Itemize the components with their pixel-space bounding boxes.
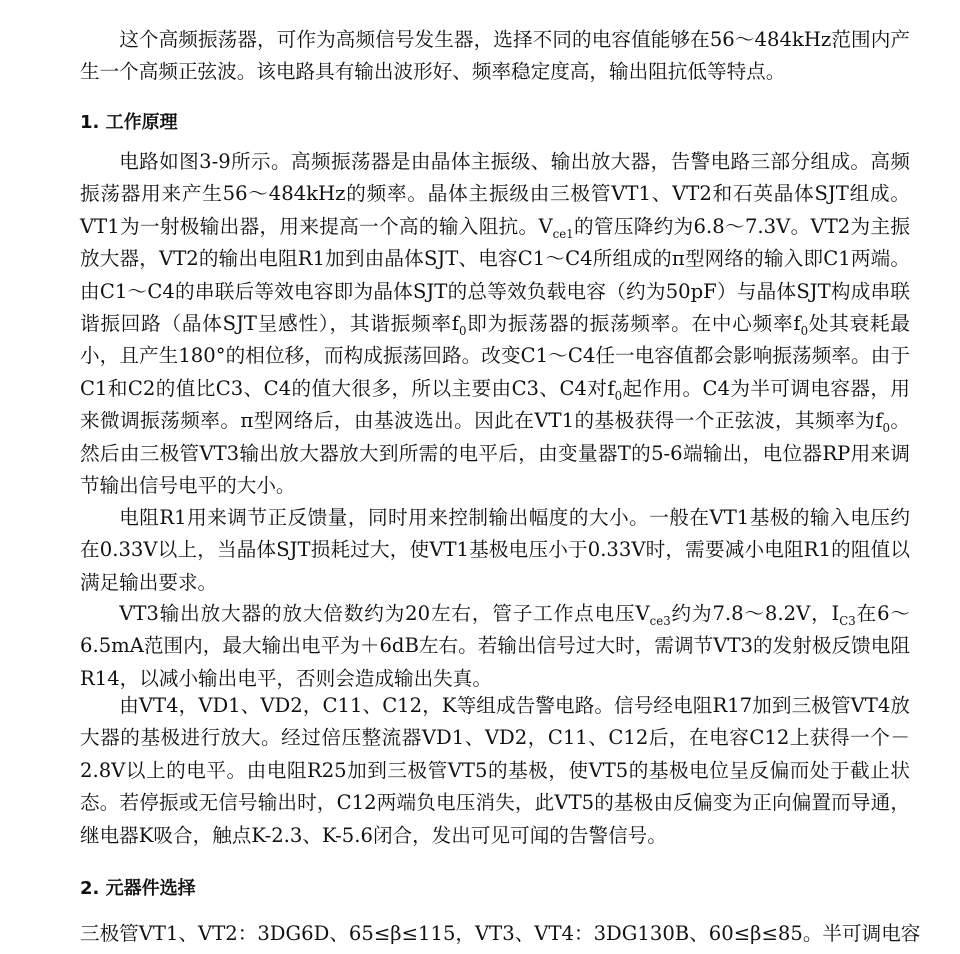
subscript-0: 0 [800,323,809,338]
text-run: 电路如图3-9所示。高频振荡器是由晶体主振级、输出放大器，告警电路三部分组成。高频振荡器用来产生56～484kHz的频率。晶体主振级由三极管VT1、VT2和石英晶体SJT组成。VT1为一射极输出器，用来提高一个高的输入阻抗。V [80,150,910,238]
principle-paragraph-1 [80,146,910,502]
subscript-ce1: ce1 [552,226,574,241]
text-run: 在6～6.5mA范围内，最大输出电平为＋6dB左右。若输出信号过大时，需调节VT3的发射极反馈电阻R14，以减小输出电平，否则会造成输出失真。 [80,602,910,690]
text-run: 。然后由三极管VT3输出放大器放大到所需的电平后，由变量器T的5-6端输出，电位器RP用来调节输出信号电平的大小。 [80,409,910,498]
components-paragraph: 三极管VT1、VT2：3DG6D、65≤β≤115，VT3、VT4：3DG130B、60≤β≤85。半可调电容 [80,922,921,945]
text-run: 即为振荡器的振荡频率。在中心频率f [466,312,801,336]
alarm-circuit-paragraph: 由VT4，VD1、VD2，C11、C12，K等组成告警电路。信号经电阻R17加到三极管VT4放大器的基极进行放大。经过倍压整流器VD1、VD2，C11、C12后，在电容C12上获得一个－2.8V以上的电平。由电阻R25加到三极管VT5的基极，使VT5的基极电位呈反偏而处于截止状态。若停振或无信号输出时，C12两端负电压消失，此VT5的基极由反偏变为正向偏置而导通，继电器K吸合，触点K-2.3、K-5.6闭合，发出可见可闻的告警信号。 [80,694,910,847]
subscript-0: 0 [614,388,623,403]
text-run: 的管压降约为6.8～7.3V。VT2为主振放大器，VT2的输出电阻R1加到由晶体SJT、电容C1～C4所组成的π型网络的输入即C1两端。由C1～C4的串联后等效电容即为晶体SJT的总等效负载电容（约为50pF）与晶体SJT构成串联谐振回路（晶体SJT呈感性），其谐振频率f [80,214,911,336]
section-2-heading: 2. 元器件选择 [80,878,196,899]
text-run: VT3输出放大器的放大倍数约为20左右，管子工作点电压V [119,602,650,625]
section-1-heading: 1. 工作原理 [80,112,178,133]
intro-paragraph: 这个高频振荡器，可作为高频信号发生器，选择不同的电容值能够在56～484kHz范围内产生一个高频正弦波。该电路具有输出波形好、频率稳定度高，输出阻抗低等特点。 [80,28,910,84]
subscript-0: 0 [459,323,467,338]
text-run: 约为7.8～8.2V，I [670,602,840,625]
subscript-0: 0 [882,421,890,436]
subscript-c3: C3 [839,613,856,628]
text-run: 起作用。C4为半可调电容器，用来微调振荡频率。π型网络后，由基波选出。因此在VT1的基极获得一个正弦波，其频率为f [80,376,911,433]
principle-paragraph-3 [80,598,910,695]
text-run: 处其衰耗最小，且产生180°的相位移，而构成振荡回路。改变C1～C4任一电容值都会影响振荡频率。由于C1和C2的值比C3、C4的值大很多，所以主要由C3、C4对f [80,312,910,400]
principle-paragraph-2: 电阻R1用来调节正反馈量，同时用来控制输出幅度的大小。一般在VT1基极的输入电压约在0.33V以上，当晶体SJT损耗过大，使VT1基极电压小于0.33V时，需要减小电阻R1的阻值以满足输出要求。 [80,506,910,594]
subscript-ce3: ce3 [649,613,671,628]
